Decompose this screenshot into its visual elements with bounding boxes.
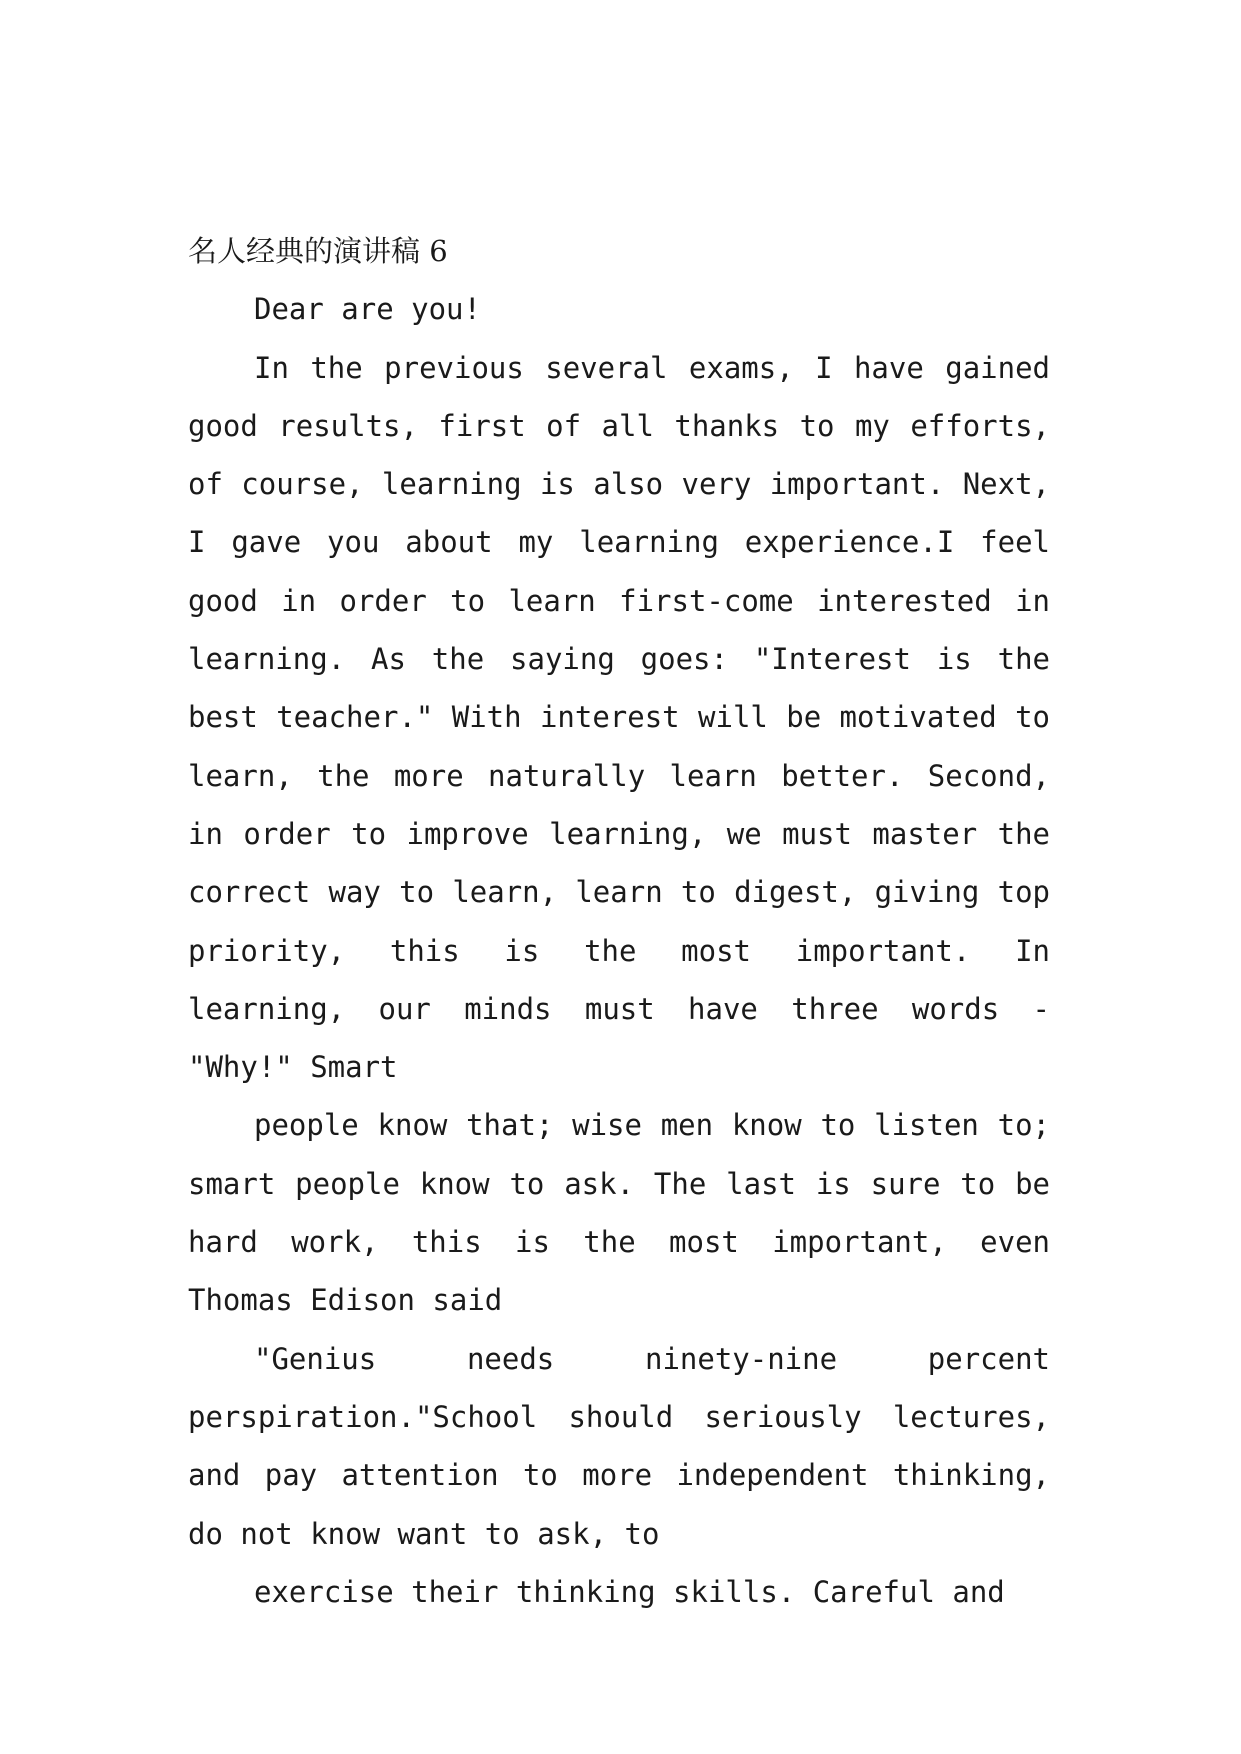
body-paragraph: exercise their thinking skills. Careful and [254,1574,1005,1609]
greeting-paragraph: Dear are you! [254,292,481,327]
body-paragraph: "Genius needs ninety-nine percent perspiration."School should seriously lectures, and pay attention to more independent thinking, do not know want to ask, to [188,1341,1050,1551]
document-body [188,222,1050,1621]
body-paragraph: In the previous several exams, I have gained good results, first of all thanks to my efforts, of course, learning is also very important. Next, I gave you about my learning experience.I feel good in order to learn first-come interested in learning. As the saying goes: "Interest is the best teacher." With interest will be motivated to learn, the more naturally learn better. Second, in order to improve learning, we must master the correct way to learn, learn to digest, giving top priority, this is the most important. In learning, our minds must have three words - "Why!" Smart [188,350,1050,1085]
document-title: 名人经典的演讲稿 6 [188,234,448,268]
body-paragraph: people know that; wise men know to listen to; smart people know to ask. The last is sure to be hard work, this is the most important, even Thomas Edison said [188,1108,1050,1318]
